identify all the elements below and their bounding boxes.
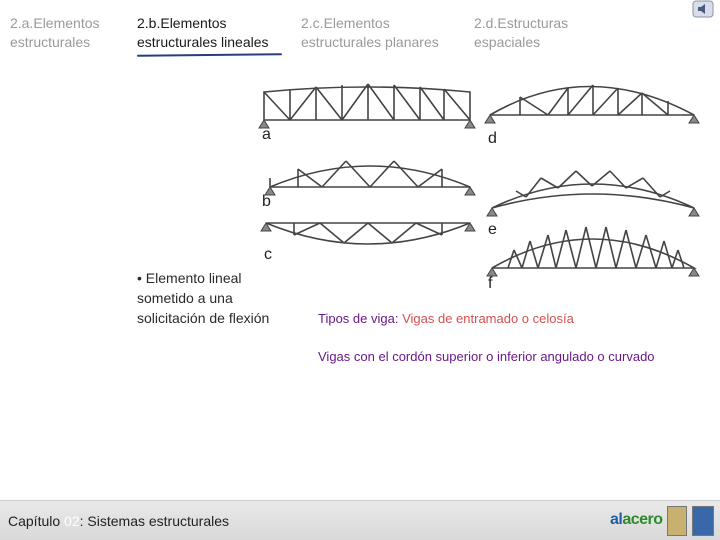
label-c: c: [264, 246, 272, 263]
curved-description: Vigas con el cordón superior o inferior angulado o curvado: [318, 349, 655, 364]
types-label: Tipos de viga:: [318, 311, 399, 326]
school-crest-icon: [692, 506, 714, 536]
truss-b: [270, 161, 470, 187]
tab-estructuras-espaciales[interactable]: 2.d.Estructuras espaciales: [474, 15, 569, 50]
label-d: d: [488, 130, 497, 147]
chapter-title: [8, 513, 229, 529]
truss-f: [492, 227, 694, 268]
chapter-suffix: : Sistemas estructurales: [79, 513, 230, 529]
truss-a: [264, 84, 470, 120]
tab-elementos-estructurales[interactable]: 2.a.Elementos estructurales: [10, 15, 100, 50]
alacero-logo: [610, 511, 663, 529]
label-b: b: [262, 193, 271, 210]
active-tab-underline: [137, 53, 282, 57]
speaker-icon[interactable]: [692, 0, 714, 18]
types-line: [318, 310, 574, 328]
chapter-prefix: Capítulo: [8, 513, 65, 529]
label-a: a: [262, 126, 271, 143]
truss-e: [492, 171, 694, 208]
chapter-number: 02: [64, 513, 80, 529]
university-seal-icon: [667, 506, 687, 536]
label-f: f: [488, 275, 493, 292]
truss-d: [490, 85, 694, 115]
tab-elementos-planares[interactable]: 2.c.Elementos estructurales planares: [301, 15, 439, 50]
bullet-description: • Elemento lineal sometido a una solicitación de flexión: [137, 270, 270, 326]
tab-elementos-lineales[interactable]: 2.b.Elementos estructurales lineales: [137, 15, 269, 50]
truss-diagram: [258, 60, 708, 292]
footer-bar: [0, 500, 720, 540]
label-e: e: [488, 221, 497, 238]
types-value: Vigas de entramado o celosía: [402, 311, 574, 326]
brand-accent: acero: [622, 511, 663, 528]
brand-main: al: [610, 511, 623, 528]
truss-c: [266, 223, 470, 244]
